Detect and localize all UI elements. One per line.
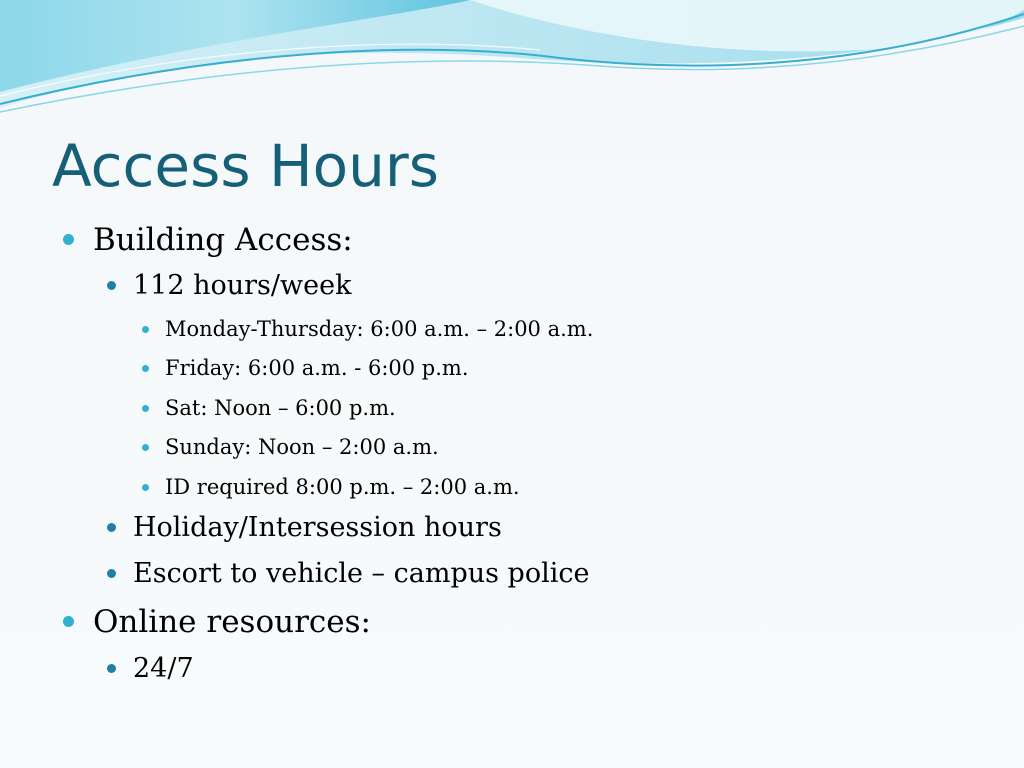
bullet-dot-icon xyxy=(142,444,149,451)
bullet-escort xyxy=(133,556,589,592)
bullet-text: 112 hours/week xyxy=(133,270,352,301)
bullet-text: Building Access: xyxy=(93,222,353,258)
bullet-dot-icon xyxy=(142,326,149,333)
bullet-hours-per-week xyxy=(133,268,351,304)
bullet-dot-icon xyxy=(107,281,116,290)
bullet-dot-icon xyxy=(142,405,149,412)
decorative-wave-header xyxy=(0,0,1024,120)
bullet-saturday xyxy=(165,394,396,422)
bullet-dot-icon xyxy=(63,234,74,245)
bullet-dot-icon xyxy=(142,484,149,491)
bullet-building-access xyxy=(93,220,353,260)
bullet-holiday-hours xyxy=(133,510,502,546)
bullet-id-required xyxy=(165,473,520,501)
bullet-online-resources xyxy=(93,602,371,642)
bullet-text: Holiday/Intersession hours xyxy=(133,512,502,543)
bullet-dot-icon xyxy=(107,569,116,578)
bullet-dot-icon xyxy=(63,616,74,627)
bullet-text: Sunday: Noon – 2:00 a.m. xyxy=(165,435,439,459)
bullet-24-7 xyxy=(133,651,194,687)
bullet-dot-icon xyxy=(107,523,116,532)
bullet-friday xyxy=(165,354,469,382)
bullet-text: Monday-Thursday: 6:00 a.m. – 2:00 a.m. xyxy=(165,317,594,341)
slide-title: Access Hours xyxy=(52,132,439,200)
bullet-dot-icon xyxy=(107,664,116,673)
bullet-sunday xyxy=(165,433,439,461)
bullet-text: Friday: 6:00 a.m. - 6:00 p.m. xyxy=(165,356,469,380)
bullet-text: Online resources: xyxy=(93,604,371,640)
bullet-text: 24/7 xyxy=(133,653,194,684)
bullet-text: Escort to vehicle – campus police xyxy=(133,558,590,589)
bullet-dot-icon xyxy=(142,365,149,372)
bullet-text: Sat: Noon – 6:00 p.m. xyxy=(165,396,396,420)
bullet-monday-thursday xyxy=(165,315,593,343)
bullet-text: ID required 8:00 p.m. – 2:00 a.m. xyxy=(165,475,520,499)
